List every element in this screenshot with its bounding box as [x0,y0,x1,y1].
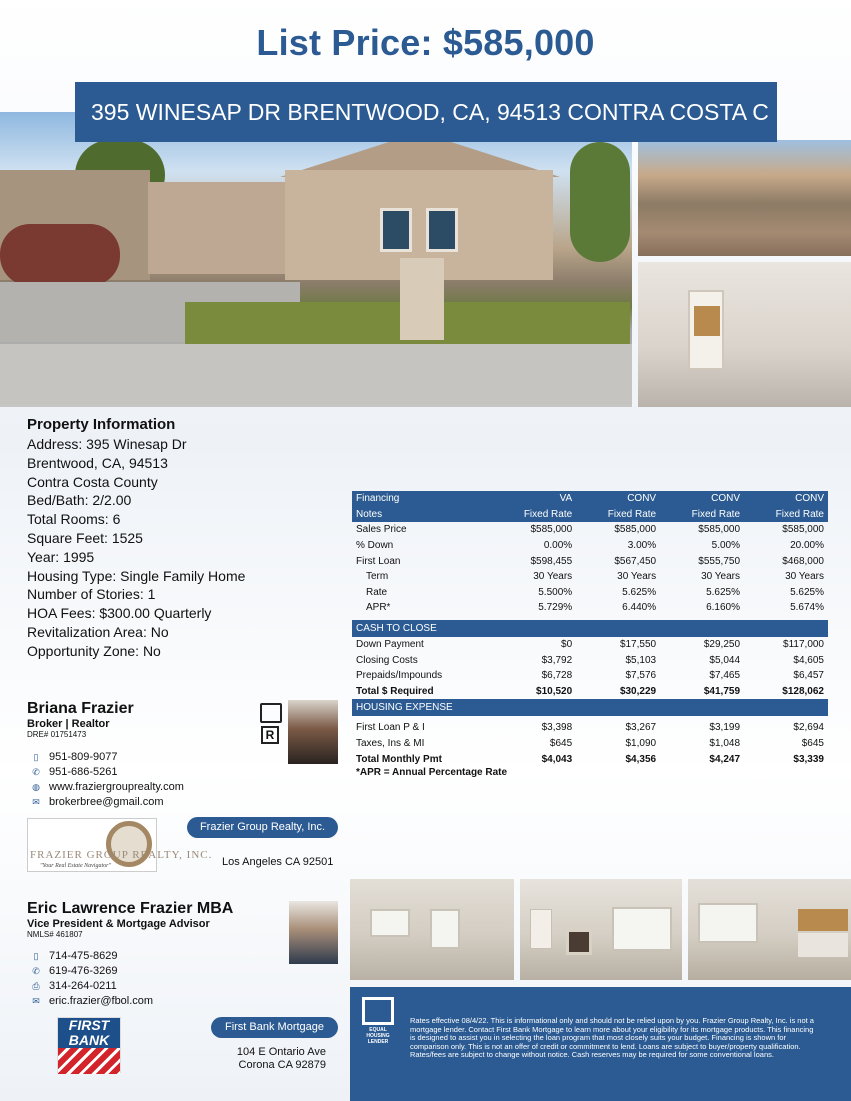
agent-phone1: 951-809-9077 [49,751,118,763]
cell-value: $6,457 [793,670,824,682]
cell-value: $3,398 [541,722,573,734]
cabinet-shape [798,909,848,931]
cell-value: 5.625% [790,586,824,598]
cell-value: $4,356 [625,753,657,765]
lender-fax: 314-264-0211 [49,980,117,992]
lender-company-button[interactable]: First Bank Mortgage [211,1017,338,1038]
phone-icon: ✆ [32,767,40,777]
section-title: CASH TO CLOSE [352,620,828,637]
logo-tagline: "Your Real Estate Navigator" [40,863,111,869]
cell-value: 30 Years [701,571,741,583]
cell-value: $3,267 [625,722,657,734]
table-row [352,637,828,653]
agent-block [27,700,257,739]
cell-value: CONV [744,491,828,507]
property-line: Address: 395 Winesap Dr [27,436,187,452]
cell-value: 5.674% [790,602,824,614]
lender-phone1: 714-475-8629 [49,950,118,962]
row-label: % Down [356,540,394,552]
property-line: Opportunity Zone: No [27,642,161,659]
row-label: Rate [366,586,388,598]
financing-table [352,491,828,767]
agent-email: brokerbree@gmail.com [49,796,164,808]
cell-value: $128,062 [782,685,824,697]
cell-value: 6.440% [622,602,657,614]
agent-contacts [29,750,289,810]
cell-value: 5.500% [538,586,573,598]
window-shape [698,903,758,943]
lender-name: Eric Lawrence Frazier MBA [27,900,234,917]
agent-company-city: Los Angeles CA 92501 [222,856,334,868]
equal-housing-lender-icon [362,997,394,1025]
agent-website: www.fraziergrouprealty.com [49,781,184,793]
row-label: Prepaids/Impounds [356,670,443,682]
table-row [352,569,828,585]
cell-value: $645 [549,738,573,750]
interior-hallway-photo [638,262,851,407]
contact-email[interactable] [29,994,289,1009]
cell-value: Fixed Rate [492,507,576,523]
window-shape [530,909,552,949]
tree-shape [570,142,630,262]
row-label: Sales Price [356,524,407,536]
cell-value: CONV [576,491,660,507]
row-label: First Loan [356,555,401,567]
table-row [352,585,828,601]
contact-website[interactable] [29,780,289,795]
agent-license: DRE# 01751473 [27,730,87,739]
cell-value: 3.00% [627,540,657,552]
mobile-icon: ▯ [33,752,39,762]
lender-email: eric.frazier@fbol.com [49,995,154,1007]
lender-avatar [289,901,338,964]
cell-value: $17,550 [619,639,657,651]
section-header [352,699,828,716]
envelope-icon: ✉ [32,797,40,807]
equal-housing-icon [260,703,282,723]
agent-avatar [288,700,338,764]
cell-value: $41,759 [703,685,741,697]
first-bank-logo [57,1017,121,1073]
lender-address-line2: Corona CA 92879 [238,1059,326,1071]
row-label: Total Monthly Pmt [356,753,442,765]
row-label: Financing [352,491,492,507]
entry-wing-shape [148,182,293,274]
cell-value: $7,576 [625,670,657,682]
lender-title: Vice President & Mortgage Advisor [27,918,210,930]
row-label: Down Payment [356,639,424,651]
row-label: APR* [366,602,391,614]
property-line: Number of Stories: 1 [27,586,156,603]
agent-phone2: 951-686-5261 [49,766,118,778]
table-row [352,522,828,538]
row-label: First Loan P & I [356,722,425,734]
contact-phone[interactable] [29,964,289,979]
phone-icon: ✆ [32,966,40,976]
cell-value: $6,728 [541,670,573,682]
cell-value: CONV [660,491,744,507]
interior-photo-fireplace [520,879,682,980]
side-yard-photo [638,140,851,256]
table-row [352,720,828,736]
cell-value: 20.00% [790,540,824,552]
table-row [352,553,828,569]
window-shape [380,208,412,252]
row-label: Term [366,571,389,583]
row-label: Closing Costs [356,654,418,666]
property-line: Bed/Bath: 2/2.00 [27,492,132,509]
table-row [352,600,828,616]
property-line: Year: 1995 [27,548,95,565]
contact-mobile[interactable] [29,750,289,765]
property-line: Square Feet: 1525 [27,529,143,546]
cell-value: $7,465 [709,670,741,682]
cell-value: $0 [561,639,573,651]
cell-value: $10,520 [536,685,573,697]
cell-value: $4,605 [793,654,824,666]
table-row [352,668,828,684]
bank-logo-line1: FIRST [58,1018,120,1033]
property-line: HOA Fees: $300.00 Quarterly [27,605,212,622]
fireplace-shape [566,929,592,955]
table-header-row [352,507,828,523]
interior-photo-kitchen [688,879,851,980]
contact-mobile[interactable] [29,949,289,964]
cell-value: $5,103 [625,654,657,666]
fax-icon: ⎙ [32,981,40,991]
row-label: Total $ Required [356,685,434,697]
agent-title: Broker | Realtor [27,718,110,730]
cabinet-shape [694,306,720,336]
cell-value: $30,229 [619,685,657,697]
frazier-group-logo [27,818,213,872]
cell-value: $567,450 [614,555,657,567]
property-line: Revitalization Area: No [27,623,169,640]
table-total-row [352,684,828,700]
cell-value: $4,043 [541,753,573,765]
sliding-door-shape [612,907,672,951]
mobile-icon: ▯ [33,951,39,961]
property-information [27,415,327,661]
cell-value: 5.729% [538,602,573,614]
cell-value: 0.00% [543,540,573,552]
cell-value: 30 Years [785,571,824,583]
table-total-row [352,751,828,767]
cell-value: $5,044 [709,654,741,666]
cell-value: $117,000 [783,639,824,651]
cell-value: 5.625% [706,586,741,598]
contact-fax[interactable] [29,979,289,994]
cell-value: 30 Years [533,571,573,583]
cell-value: $585,000 [698,524,741,536]
table-header-row [352,491,828,507]
cell-value: $555,750 [698,555,741,567]
cell-value: $3,339 [793,753,824,765]
envelope-icon: ✉ [32,996,40,1006]
cell-value: 30 Years [617,571,657,583]
logo-text: FRAZIER GROUP REALTY, INC. [30,849,213,861]
property-line: Contra Costa County [27,473,158,490]
sidewalk-shape [0,344,632,404]
contact-email[interactable] [29,795,289,810]
doorway-shape [430,909,460,949]
contact-phone[interactable] [29,765,289,780]
window-shape [370,909,410,937]
mailbox-pillar-shape [400,258,444,340]
cell-value: Fixed Rate [660,507,744,523]
apr-note: *APR = Annual Percentage Rate [356,767,508,778]
lender-block [27,900,287,939]
table-row [352,538,828,554]
cell-value: $29,250 [703,639,741,651]
disclaimer-text: Rates effective 08/4/22. This is informational only and should not be relied upon by you. Frazier Group Realty, Inc. is not a mortgage lender. Contact First Bank Mortgage to learn more about your eligibility for its mortgage products. This financing is designed to assist you in selecting the loan program that most closely suits your budget. Financing is shown for comparison only. This is not an offer of credit or commitment to lend. Loans are subject to buyer/property qualification. Rates/fees are subject to change without notice. Cash reserves may be required for some conventional loans. [410,1016,814,1060]
lender-contacts [29,949,289,1009]
cell-value: VA [492,491,576,507]
agent-name: Briana Frazier [27,700,134,717]
globe-icon: ◍ [32,782,40,792]
cell-value: 5.625% [622,586,657,598]
cell-value: $4,247 [709,753,741,765]
section-title: HOUSING EXPENSE [352,699,828,716]
cell-value: Fixed Rate [576,507,660,523]
cell-value: Fixed Rate [744,507,828,523]
list-price-heading: List Price: $585,000 [256,22,595,63]
cell-value: $468,000 [782,555,824,567]
cell-value: $585,000 [782,524,824,536]
property-line: Total Rooms: 6 [27,511,121,528]
property-line: Housing Type: Single Family Home [27,567,246,584]
cell-value: $3,792 [541,654,573,666]
interior-photo-living [350,879,514,980]
lender-address-line1: 104 E Ontario Ave [236,1046,326,1058]
cell-value: 6.160% [706,602,741,614]
cell-value: 5.00% [711,540,741,552]
hedge-shape [0,224,120,286]
cell-value: $1,048 [709,738,741,750]
equal-housing-label: EQUAL HOUSING LENDER [366,1027,390,1045]
lender-nmls: NMLS# 461807 [27,930,83,939]
agent-company-button[interactable]: Frazier Group Realty, Inc. [187,817,338,838]
property-line: Brentwood, CA, 94513 [27,454,168,471]
cell-value: $598,455 [530,555,573,567]
bank-logo-line2: BANK [58,1033,120,1048]
address-banner: 395 WINESAP DR BRENTWOOD, CA, 94513 CONTRA COSTA C [75,82,777,142]
lender-phone2: 619-476-3269 [49,965,118,977]
cell-value: $3,199 [709,722,741,734]
cell-value: $1,090 [625,738,657,750]
window-shape [426,208,458,252]
cell-value: $585,000 [614,524,657,536]
cell-value: $2,694 [793,722,824,734]
row-label: Notes [352,507,492,523]
counter-shape [798,933,848,957]
cell-value: $585,000 [530,524,573,536]
lender-address [200,1046,326,1072]
table-row [352,652,828,668]
property-info-title: Property Information [27,416,176,433]
section-header [352,620,828,637]
house-exterior-photo [0,112,632,407]
row-label: Taxes, Ins & MI [356,738,425,750]
realtor-logo-icon: R [261,726,279,744]
cell-value: $645 [801,738,824,750]
table-row [352,736,828,752]
bank-logo-stripes [58,1048,120,1074]
disclaimer-panel [350,987,851,1101]
